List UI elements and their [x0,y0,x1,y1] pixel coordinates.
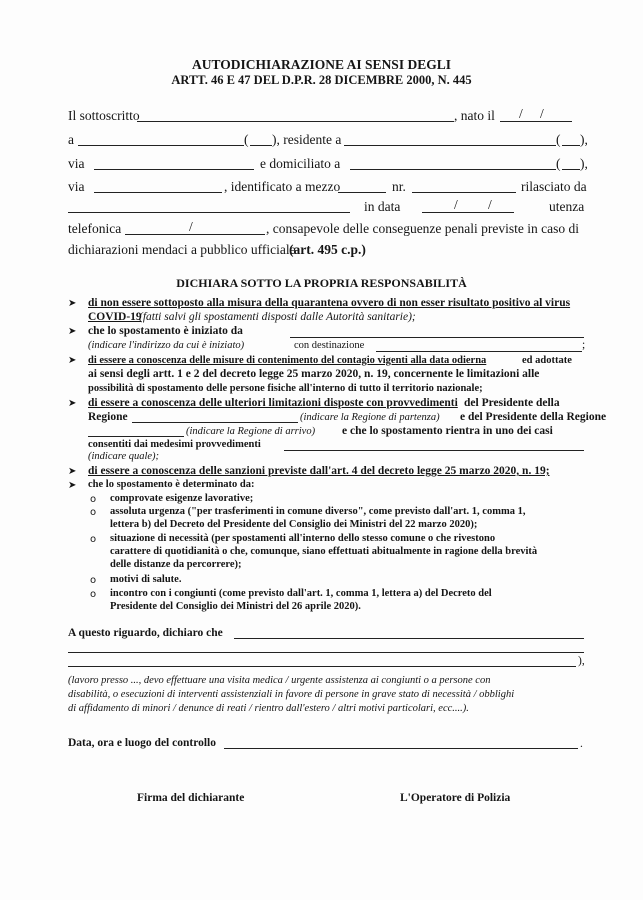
subitem-urgenza-1: assoluta urgenza ("per trasferimenti in comune diverso", come previsto dall'art. 1, comma 1, [110,506,526,517]
arrow-bullet-icon: ➤ [68,326,77,337]
domicile-field[interactable] [350,169,556,170]
label-utenza: utenza [549,199,585,214]
item-quarantena: di non essere sottoposto alla misura della quarantena ovvero di non esser risultato positivo al virus [88,297,571,309]
item-covid: COVID-19 [88,311,142,323]
title-line-2: ARTT. 46 E 47 DEL D.P.R. 28 DICEMBRE 2000, N. 445 [171,73,472,87]
circle-bullet-icon: o [90,575,97,586]
phone-slash: / [189,219,193,234]
date-slash: / [519,106,523,121]
label-nato-il: , nato il [454,108,495,123]
domicile-street-field[interactable] [94,192,222,193]
subitem-necessita-3: delle distanze da percorrere); [110,559,242,570]
operatore-polizia: L'Operatore di Polizia [400,792,511,804]
date-slash: / [540,106,544,121]
controllo-label: Data, ora e luogo del controllo [68,737,216,749]
subitem-urgenza-2: lettera b) del Decreto del Presidente del Consiglio dei Ministri del 22 marzo 2020); [110,519,478,530]
paren-open: ( [244,132,249,147]
questo-riguardo-label: A questo riguardo, dichiaro che [68,627,223,639]
item-adottate: ed adottate [522,355,572,366]
document-number-field[interactable] [412,192,516,193]
control-field[interactable] [224,748,578,749]
region-departure-field[interactable] [132,422,298,423]
section-heading: DICHIARA SOTTO LA PROPRIA RESPONSABILITÀ [176,276,467,290]
label-telefonica: telefonica [68,221,122,236]
item-casi: e che lo spostamento rientra in uno dei casi [342,425,553,437]
arrow-bullet-icon: ➤ [68,355,77,366]
issue-date-field[interactable] [422,212,514,213]
document-type-field[interactable] [338,192,386,193]
subitem-necessita-1: situazione di necessità (per spostamenti all'interno dello stesso comune o che rivestono [110,533,496,544]
label-in-data: in data [364,199,401,214]
comma-end: ), [578,655,585,667]
label-domiciliato: e domiciliato a [260,156,341,171]
item-regione: Regione [88,411,128,423]
item-artt: ai sensi degli artt. 1 e 2 del decreto legge 25 marzo 2020, n. 19, concernente le limitazioni alle [88,368,540,380]
label-rilasciato: rilasciato da [521,179,587,194]
name-field[interactable] [137,121,454,122]
reason-field-3[interactable] [68,666,576,667]
phone-field[interactable] [125,234,265,235]
date-slash: / [488,197,492,212]
arrow-bullet-icon: ➤ [68,398,77,409]
item-limitazioni: di essere a conoscenza delle ulteriori limitazioni disposte con provvedimenti [88,397,458,409]
item-spostamento: che lo spostamento è iniziato da [88,325,243,337]
residence-province-field[interactable] [562,145,580,146]
subitem-lavorative: comprovate esigenze lavorative; [110,493,254,504]
arrow-bullet-icon: ➤ [68,480,77,491]
issuer-field[interactable] [68,212,350,213]
label-residente: ), residente a [272,132,342,147]
birth-place-field[interactable] [78,145,244,146]
item-provvedimenti: consentiti dai medesimi provvedimenti [88,439,261,450]
paren-close: ), [580,132,588,147]
note-line-2: disabilità, o esecuzioni di interventi assistenziali in favore di persone in grave stato di necessità / obblighi [68,689,515,700]
circle-bullet-icon: o [90,589,97,600]
subitem-congiunti-1: incontro con i congiunti (come previsto dall'art. 1, comma 1, lettera a) del Decreto del [110,588,492,599]
paren-open: ( [556,132,561,147]
circle-bullet-icon: o [90,507,97,518]
title-line-1: AUTODICHIARAZIONE AI SENSI DEGLI [192,57,451,72]
region-arrival-field[interactable] [88,436,184,437]
label-consapevole: , consapevole delle conseguenze penali previste in caso di [266,221,580,236]
item-sanzioni: di essere a conoscenza delle sanzioni previste dall'art. 4 del decreto legge 25 marzo 2020, n. 19; [88,465,550,477]
label-via-2: via [68,179,85,194]
label-a: a [68,132,74,147]
arrow-bullet-icon: ➤ [68,298,77,309]
provision-field[interactable] [284,450,584,451]
paren-close: ), [580,156,588,171]
reason-field-1[interactable] [234,638,584,639]
note-line-3: di affidamento di minori / denunce di reati / rientro dall'estero / altri motivi particolari, ecc....). [68,703,469,714]
circle-bullet-icon: o [90,534,97,545]
label-dichiarazioni: dichiarazioni mendaci a pubblico ufficiale [68,242,296,257]
subitem-salute: motivi di salute. [110,574,182,585]
firma-dichiarante: Firma del dichiarante [137,792,245,804]
item-determinato: che lo spostamento è determinato da: [88,479,255,490]
label-nr: nr. [392,179,406,194]
birth-province-field[interactable] [250,145,272,146]
item-misure: di essere a conoscenza delle misure di contenimento del contagio vigenti alla data odierna [88,355,487,366]
label-art495: (art. 495 c.p.) [289,242,366,257]
note-line-1: (lavoro presso ..., devo effettuare una visita medica / urgente assistenza ai congiunti o a persone con [68,675,491,686]
item-quarantena-note: (fatti salvi gli spostamenti disposti dalle Autorità sanitarie); [139,311,416,323]
label-identificato: , identificato a mezzo [224,179,341,194]
reason-field-2[interactable] [68,652,584,653]
domicile-province-field[interactable] [562,169,580,170]
paren-open: ( [556,156,561,171]
residence-street-field[interactable] [94,169,254,170]
item-presidente-regione: e del Presidente della Regione [460,411,607,423]
origin-address-field[interactable] [290,337,584,338]
item-regione-partenza: (indicare la Regione di partenza) [300,412,440,423]
destination-field[interactable] [376,351,582,352]
item-regione-arrivo: (indicare la Regione di arrivo) [186,426,316,437]
birth-date-field[interactable] [500,121,572,122]
item-presidente: del Presidente della [464,397,560,409]
period: . [580,738,583,750]
label-sottoscritto: Il sottoscritto [68,108,140,123]
item-possibilita: possibilità di spostamento delle persone fisiche all'interno di tutto il territorio nazionale; [88,383,483,394]
circle-bullet-icon: o [90,494,97,505]
semicolon: ; [582,339,586,351]
subitem-congiunti-2: Presidente del Consiglio dei Ministri del 26 aprile 2020). [110,601,361,612]
label-via: via [68,156,85,171]
item-indicare-quale: (indicare quale); [88,451,160,462]
item-destinazione: con destinazione [294,340,365,351]
item-origin-hint: (indicare l'indirizzo da cui è iniziato) [88,340,245,351]
arrow-bullet-icon: ➤ [68,466,77,477]
residence-field[interactable] [344,145,556,146]
subitem-necessita-2: carattere di quotidianità o che, comunque, siano effettuati abitualmente in ragione della brevità [110,546,538,557]
date-slash: / [454,197,458,212]
